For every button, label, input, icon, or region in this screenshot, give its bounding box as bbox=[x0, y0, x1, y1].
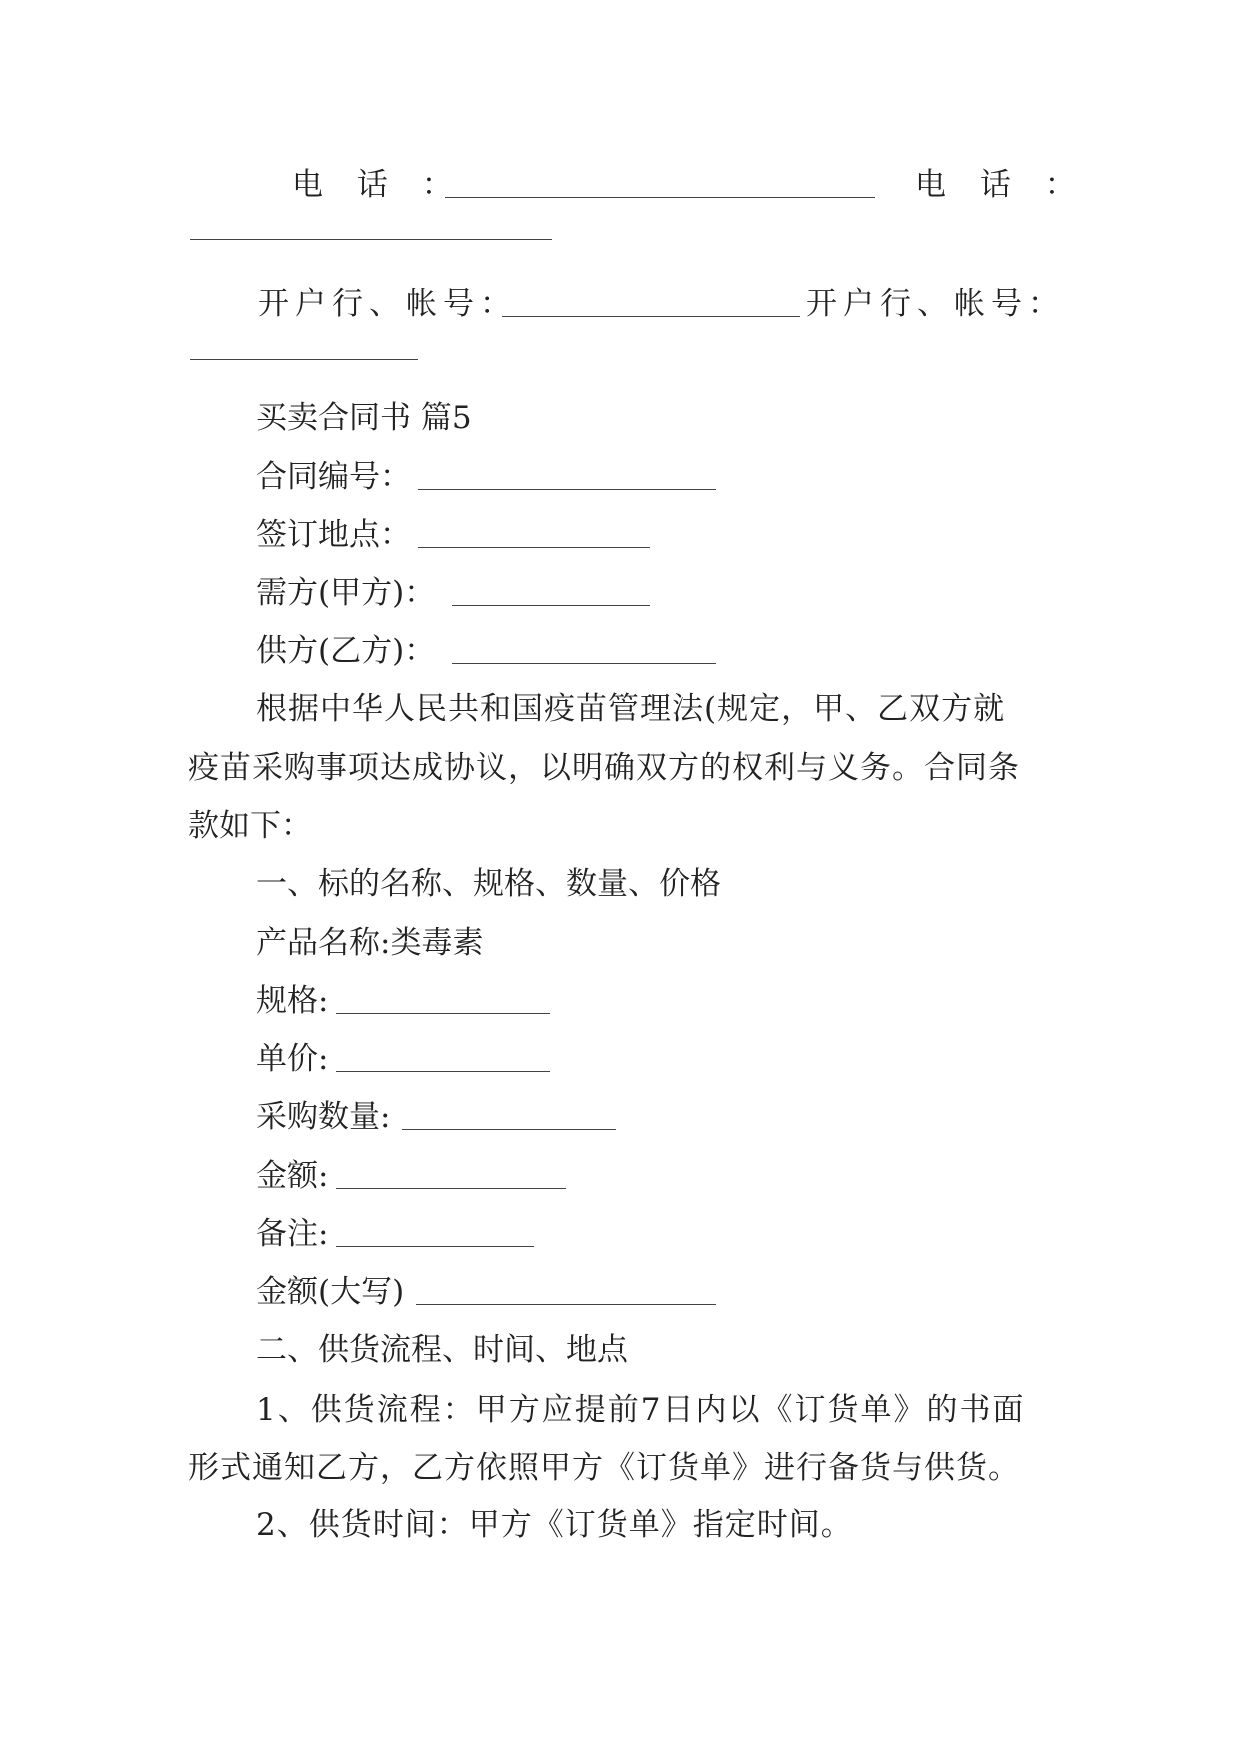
intro-text-1: 根据中华人民共和国疫苗管理法(规定，甲、乙双方就 bbox=[256, 691, 1006, 727]
contract-no-label: 合同编号： bbox=[256, 459, 411, 495]
phone-label-b: 电 话 ： bbox=[915, 167, 1088, 203]
intro-text-2: 疫苗采购事项达成协议，以明确双方的权利与义务。合同条 bbox=[188, 750, 1020, 786]
contract-heading: 买卖合同书 篇5 bbox=[256, 400, 472, 436]
section1-title: 一、标的名称、规格、数量、价格 bbox=[256, 866, 721, 902]
phone-blank-a[interactable] bbox=[445, 171, 875, 198]
quantity-blank[interactable] bbox=[402, 1103, 616, 1130]
seller-label: 供方(乙方)： bbox=[256, 633, 436, 669]
unit-price-blank[interactable] bbox=[336, 1045, 550, 1072]
section2-item1-text1: 1、供货流程：甲方应提前7日内以《订货单》的书面 bbox=[256, 1392, 1026, 1428]
intro-text-3: 款如下： bbox=[188, 808, 312, 844]
buyer-blank[interactable] bbox=[452, 579, 650, 606]
bank-label-a: 开户行、帐号： bbox=[258, 286, 517, 322]
section2-item1-text2: 形式通知乙方，乙方依照甲方《订货单》进行备货与供货。 bbox=[188, 1450, 1020, 1486]
phone-label-a: 电 话 ： bbox=[292, 167, 465, 203]
product-name: 产品名称:类毒素 bbox=[256, 925, 484, 961]
remark-label: 备注: bbox=[256, 1216, 329, 1252]
bank-blank-a[interactable] bbox=[502, 290, 800, 317]
spec-blank[interactable] bbox=[336, 987, 550, 1014]
amount-upper-label: 金额(大写) bbox=[256, 1274, 405, 1310]
sign-place-blank[interactable] bbox=[418, 521, 650, 548]
sign-place-label: 签订地点： bbox=[256, 517, 411, 553]
unit-price-label: 单价: bbox=[256, 1041, 329, 1077]
seller-blank[interactable] bbox=[452, 637, 716, 664]
remark-blank[interactable] bbox=[336, 1220, 534, 1247]
section2-item2-text: 2、供货时间：甲方《订货单》指定时间。 bbox=[256, 1507, 853, 1543]
amount-upper-blank[interactable] bbox=[416, 1278, 716, 1305]
amount-label: 金额: bbox=[256, 1158, 329, 1194]
phone-blank-b[interactable] bbox=[190, 213, 552, 240]
section2-title: 二、供货流程、时间、地点 bbox=[256, 1332, 628, 1368]
bank-blank-b[interactable] bbox=[190, 333, 418, 360]
spec-label: 规格: bbox=[256, 983, 329, 1019]
buyer-label: 需方(甲方)： bbox=[256, 575, 436, 611]
bank-label-b: 开户行、帐号： bbox=[806, 286, 1065, 322]
quantity-label: 采购数量: bbox=[256, 1099, 391, 1135]
amount-blank[interactable] bbox=[336, 1162, 566, 1189]
contract-no-blank[interactable] bbox=[418, 463, 716, 490]
